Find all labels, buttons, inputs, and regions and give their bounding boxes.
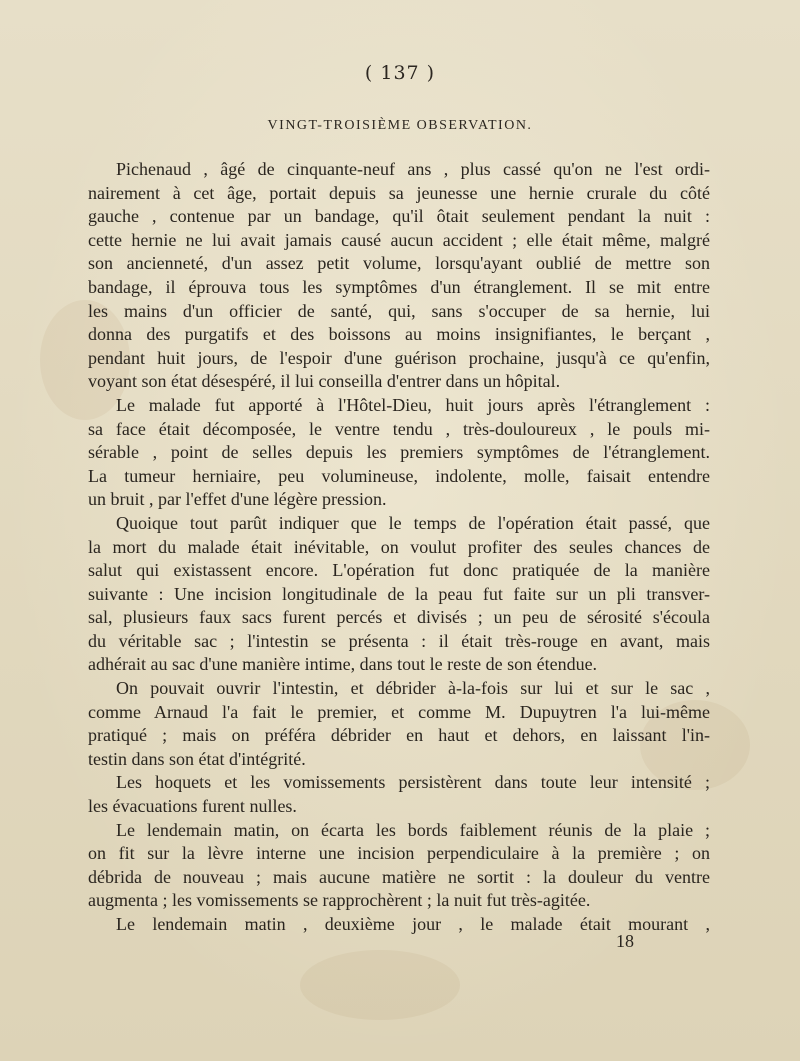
text-line: adhérait au sac d'une manière intime, dans tout le reste de son étendue. (88, 654, 598, 675)
text-line: nairement à cet âge, portait depuis sa jeunesse une hernie crurale du côté (88, 182, 710, 203)
text-line: donna des purgatifs et des boissons au moins insignifiantes, le berçant , (88, 324, 710, 345)
text-line: la mort du malade était inévitable, on voulut profiter des seules chances de (88, 536, 710, 557)
text-line: La tumeur herniaire, peu volumineuse, indolente, molle, faisait entendre (88, 465, 710, 486)
text-line: pratiqué ; mais on préféra débrider en haut et dehors, en laissant l'in- (88, 725, 710, 746)
text-line: pendant huit jours, de l'espoir d'une guérison prochaine, jusqu'à ce qu'enfin, (88, 347, 710, 368)
text-line: comme Arnaud l'a fait le premier, et comme M. Dupuytren l'a lui-même (88, 701, 710, 722)
text-line: testin dans son état d'intégrité. (88, 748, 306, 769)
text-line: débrida de nouveau ; mais aucune matière ne sortit : la douleur du ventre (88, 866, 710, 887)
text-line: sal, plusieurs faux sacs furent percés et divisés ; un peu de sérosité s'écoula (88, 607, 710, 628)
text-line: gauche , contenue par un bandage, qu'il ôtait seulement pendant la nuit : (88, 206, 710, 227)
signature-mark: 18 (616, 931, 634, 951)
body-text (88, 158, 710, 937)
text-line: Pichenaud , âgé de cinquante-neuf ans , plus cassé qu'on ne l'est ordi- (116, 159, 710, 179)
text-line: Le malade fut apporté à l'Hôtel-Dieu, huit jours après l'étranglement : (116, 394, 710, 415)
text-line: augmenta ; les vomissements se rapprochèrent ; la nuit fut très-agitée. (88, 890, 591, 911)
text-line: les évacuations furent nulles. (88, 796, 297, 817)
text-line: cette hernie ne lui avait jamais causé aucun accident ; elle était même, malgré (88, 229, 710, 250)
text-line: les mains d'un officier de santé, qui, sans s'occuper de sa hernie, lui (88, 300, 710, 321)
text-line: son ancienneté, d'un assez petit volume, lorsqu'ayant oublié de mettre son (88, 253, 710, 274)
text-line: Le lendemain matin , deuxième jour , le malade était mourant , (116, 914, 710, 934)
text-line: salut qui existassent encore. L'opération fut donc pratiquée de la manière (88, 560, 710, 581)
text-line: Le lendemain matin, on écarta les bords faiblement réunis de la plaie ; (116, 819, 710, 840)
text-line: du véritable sac ; l'intestin se présenta : il était très-rouge en avant, mais (88, 630, 710, 651)
text-line: On pouvait ouvrir l'intestin, et débrider à-la-fois sur lui et sur le sac , (116, 678, 710, 699)
text-line: bandage, il éprouva tous les symptômes d'un étranglement. Il se mit entre (88, 276, 710, 297)
section-title: VINGT-TROISIÈME OBSERVATION. (267, 118, 533, 133)
text-line: suivante : Une incision longitudinale de la peau fut faite sur un pli transver- (88, 583, 710, 604)
text-line: sa face était décomposée, le ventre tendu , très-douloureux , le pouls mi- (88, 418, 710, 439)
text-line: on fit sur la lèvre interne une incision perpendiculaire à la première ; on (88, 843, 710, 864)
text-line: un bruit , par l'effet d'une légère pression. (88, 489, 387, 510)
text-line: Les hoquets et les vomissements persistèrent dans toute leur intensité ; (116, 772, 710, 793)
page-number: ( 137 ) (364, 62, 436, 84)
text-line: voyant son état désespéré, il lui conseilla d'entrer dans un hôpital. (88, 371, 561, 392)
text-line: sérable , point de selles depuis les premiers symptômes de l'étranglement. (88, 442, 710, 463)
text-line: Quoique tout parût indiquer que le temps de l'opération était passé, que (116, 512, 710, 533)
paper-stain (300, 950, 460, 1020)
